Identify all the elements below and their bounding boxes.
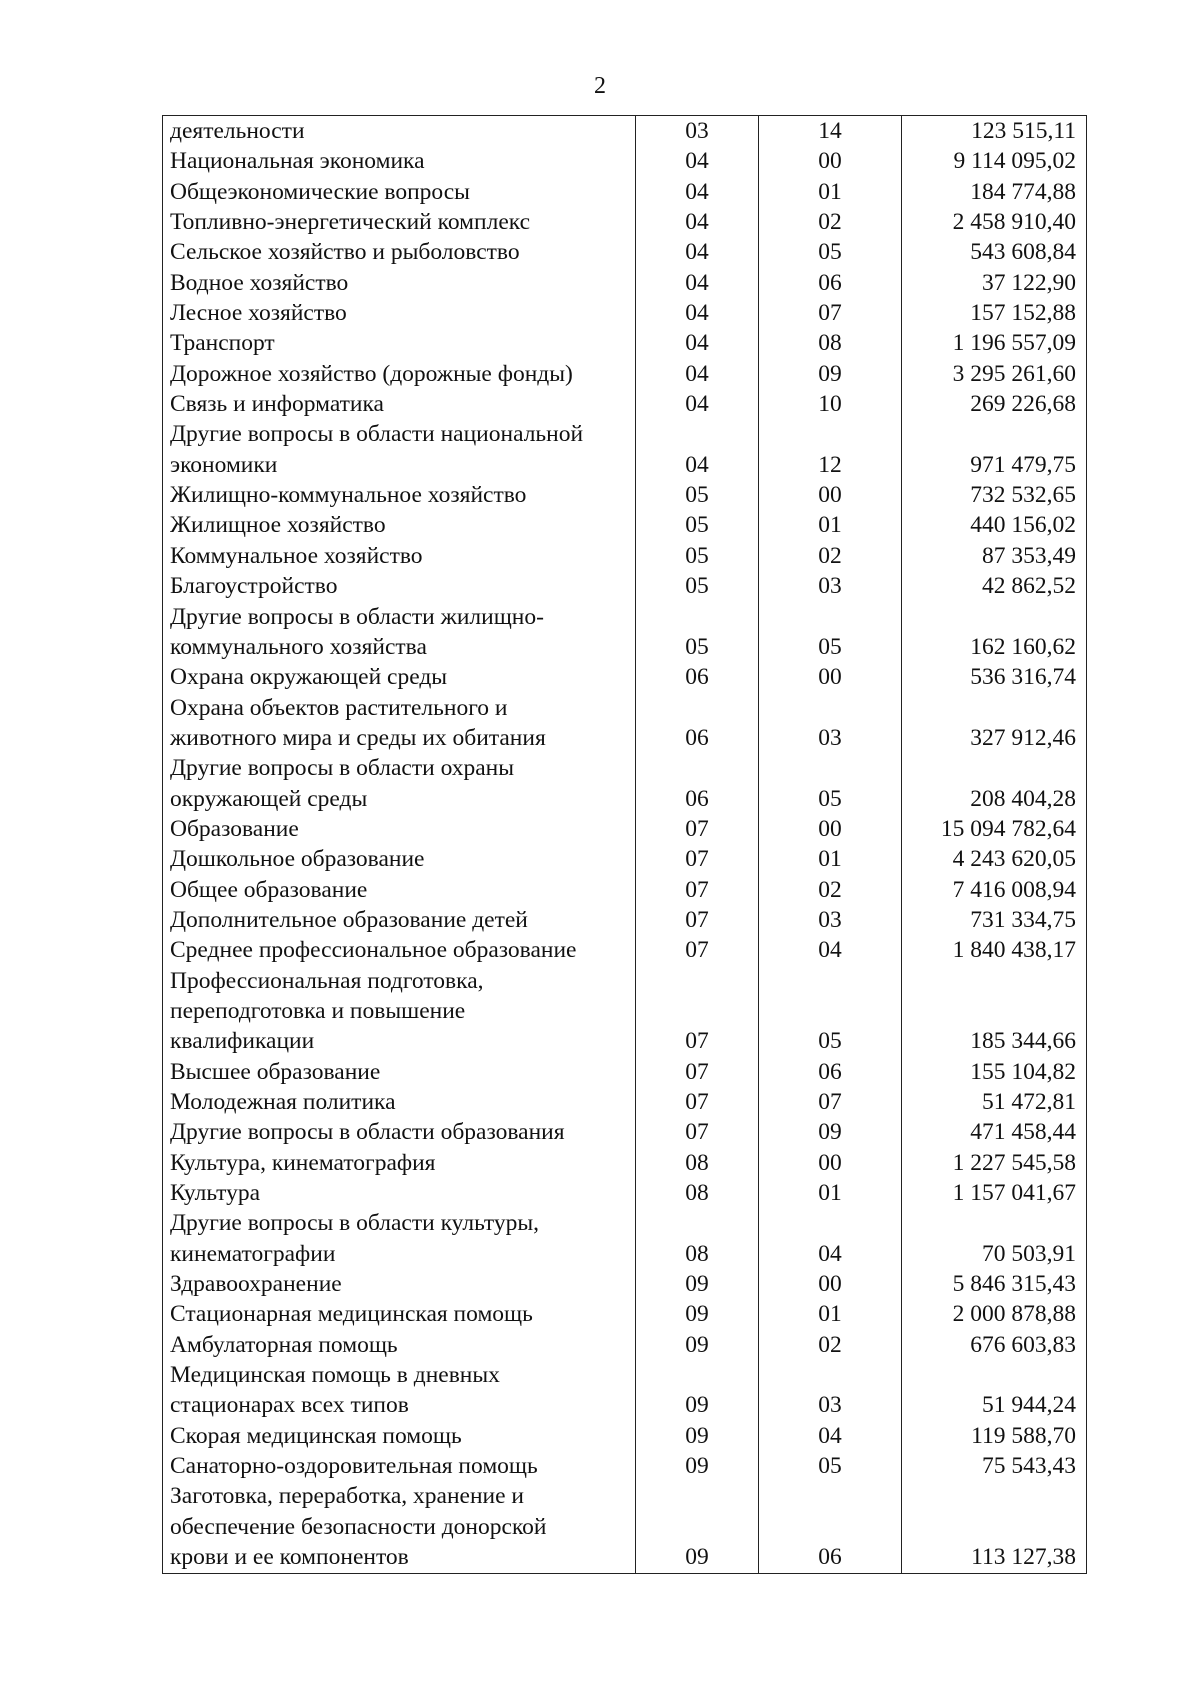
row-amount: 87 353,49 [902, 541, 1087, 571]
row-name: Амбулаторная помощь [163, 1330, 636, 1360]
row-amount: 51 944,24 [902, 1360, 1087, 1421]
row-amount: 1 157 041,67 [902, 1178, 1087, 1208]
row-amount: 2 000 878,88 [902, 1299, 1087, 1329]
row-amount: 269 226,68 [902, 389, 1087, 419]
row-amount: 157 152,88 [902, 298, 1087, 328]
row-amount: 471 458,44 [902, 1117, 1087, 1147]
row-section-code: 08 [636, 1148, 759, 1178]
row-name: Охрана окружающей среды [163, 662, 636, 692]
row-section-code: 04 [636, 298, 759, 328]
row-name: Образование [163, 814, 636, 844]
row-section-code: 07 [636, 935, 759, 965]
row-subsection-code: 08 [759, 328, 902, 358]
row-section-code: 07 [636, 905, 759, 935]
row-name: Молодежная политика [163, 1087, 636, 1117]
row-subsection-code: 06 [759, 1481, 902, 1573]
row-subsection-code: 04 [759, 1208, 902, 1269]
row-name: Другие вопросы в области культуры, кинематографии [163, 1208, 636, 1269]
row-subsection-code: 01 [759, 510, 902, 540]
table-row [163, 1269, 1087, 1299]
table-row [163, 693, 1087, 754]
row-name: Охрана объектов растительного и животного мира и среды их обитания [163, 693, 636, 754]
row-amount: 37 122,90 [902, 268, 1087, 298]
table-row [163, 116, 1087, 147]
row-subsection-code: 01 [759, 844, 902, 874]
row-subsection-code: 04 [759, 935, 902, 965]
row-subsection-code: 03 [759, 905, 902, 935]
row-subsection-code: 14 [759, 116, 902, 147]
table-row [163, 510, 1087, 540]
table-row [163, 1087, 1087, 1117]
row-subsection-code: 00 [759, 814, 902, 844]
row-subsection-code: 06 [759, 1057, 902, 1087]
table-row [163, 1360, 1087, 1421]
row-section-code: 04 [636, 359, 759, 389]
row-section-code: 04 [636, 207, 759, 237]
row-amount: 113 127,38 [902, 1481, 1087, 1573]
row-section-code: 07 [636, 966, 759, 1057]
budget-table [162, 115, 1087, 1574]
row-section-code: 06 [636, 693, 759, 754]
row-section-code: 04 [636, 389, 759, 419]
row-subsection-code: 02 [759, 541, 902, 571]
table-row [163, 1178, 1087, 1208]
row-subsection-code: 01 [759, 1178, 902, 1208]
table-row [163, 389, 1087, 419]
table-row [163, 1299, 1087, 1329]
row-name: Дошкольное образование [163, 844, 636, 874]
table-row [163, 298, 1087, 328]
table-row [163, 1148, 1087, 1178]
row-amount: 123 515,11 [902, 116, 1087, 147]
row-amount: 119 588,70 [902, 1421, 1087, 1451]
row-name: Другие вопросы в области охраны окружающей среды [163, 753, 636, 814]
row-amount: 731 334,75 [902, 905, 1087, 935]
row-subsection-code: 04 [759, 1421, 902, 1451]
row-section-code: 05 [636, 541, 759, 571]
row-amount: 51 472,81 [902, 1087, 1087, 1117]
row-section-code: 04 [636, 237, 759, 267]
row-name: Жилищное хозяйство [163, 510, 636, 540]
row-name: Медицинская помощь в дневных стационарах всех типов [163, 1360, 636, 1421]
row-amount: 732 532,65 [902, 480, 1087, 510]
row-name: Среднее профессиональное образование [163, 935, 636, 965]
row-subsection-code: 05 [759, 966, 902, 1057]
row-name: Дорожное хозяйство (дорожные фонды) [163, 359, 636, 389]
row-section-code: 09 [636, 1481, 759, 1573]
row-subsection-code: 03 [759, 1360, 902, 1421]
row-subsection-code: 02 [759, 207, 902, 237]
table-row [163, 814, 1087, 844]
row-name: Общеэкономические вопросы [163, 177, 636, 207]
row-amount: 70 503,91 [902, 1208, 1087, 1269]
row-amount: 9 114 095,02 [902, 146, 1087, 176]
row-name: Связь и информатика [163, 389, 636, 419]
row-section-code: 07 [636, 875, 759, 905]
row-subsection-code: 09 [759, 359, 902, 389]
row-subsection-code: 00 [759, 1148, 902, 1178]
row-section-code: 08 [636, 1178, 759, 1208]
row-section-code: 04 [636, 328, 759, 358]
table-row [163, 1421, 1087, 1451]
row-amount: 327 912,46 [902, 693, 1087, 754]
table-body [163, 116, 1087, 1574]
row-name: Высшее образование [163, 1057, 636, 1087]
row-amount: 155 104,82 [902, 1057, 1087, 1087]
row-amount: 1 227 545,58 [902, 1148, 1087, 1178]
table-row [163, 571, 1087, 601]
row-subsection-code: 01 [759, 1299, 902, 1329]
table-row [163, 207, 1087, 237]
row-subsection-code: 03 [759, 571, 902, 601]
row-subsection-code: 10 [759, 389, 902, 419]
row-name: Дополнительное образование детей [163, 905, 636, 935]
row-subsection-code: 07 [759, 298, 902, 328]
row-section-code: 09 [636, 1360, 759, 1421]
row-amount: 3 295 261,60 [902, 359, 1087, 389]
row-subsection-code: 07 [759, 1087, 902, 1117]
row-name: Культура [163, 1178, 636, 1208]
row-name: деятельности [163, 116, 636, 147]
row-name: Топливно-энергетический комплекс [163, 207, 636, 237]
row-name: Заготовка, переработка, хранение и обеспечение безопасности донорской крови и ее компонентов [163, 1481, 636, 1573]
table-row [163, 1208, 1087, 1269]
table-row [163, 935, 1087, 965]
table-row [163, 1117, 1087, 1147]
row-name: Жилищно-коммунальное хозяйство [163, 480, 636, 510]
row-section-code: 05 [636, 602, 759, 663]
row-section-code: 08 [636, 1208, 759, 1269]
table-row [163, 1451, 1087, 1481]
row-name: Другие вопросы в области жилищно- коммунального хозяйства [163, 602, 636, 663]
row-name: Лесное хозяйство [163, 298, 636, 328]
row-amount: 42 862,52 [902, 571, 1087, 601]
row-subsection-code: 12 [759, 419, 902, 480]
row-section-code: 03 [636, 116, 759, 147]
row-name: Стационарная медицинская помощь [163, 1299, 636, 1329]
row-subsection-code: 00 [759, 480, 902, 510]
row-amount: 543 608,84 [902, 237, 1087, 267]
row-amount: 7 416 008,94 [902, 875, 1087, 905]
row-section-code: 04 [636, 419, 759, 480]
row-section-code: 05 [636, 571, 759, 601]
table-row [163, 662, 1087, 692]
table-row [163, 602, 1087, 663]
row-name: Национальная экономика [163, 146, 636, 176]
row-subsection-code: 05 [759, 237, 902, 267]
row-amount: 15 094 782,64 [902, 814, 1087, 844]
row-amount: 1 840 438,17 [902, 935, 1087, 965]
table-row [163, 359, 1087, 389]
row-section-code: 04 [636, 177, 759, 207]
table-row [163, 419, 1087, 480]
row-section-code: 05 [636, 510, 759, 540]
row-section-code: 05 [636, 480, 759, 510]
row-amount: 536 316,74 [902, 662, 1087, 692]
row-amount: 2 458 910,40 [902, 207, 1087, 237]
row-name: Санаторно-оздоровительная помощь [163, 1451, 636, 1481]
row-name: Транспорт [163, 328, 636, 358]
row-amount: 162 160,62 [902, 602, 1087, 663]
row-name: Здравоохранение [163, 1269, 636, 1299]
row-amount: 75 543,43 [902, 1451, 1087, 1481]
row-subsection-code: 03 [759, 693, 902, 754]
row-amount: 5 846 315,43 [902, 1269, 1087, 1299]
row-subsection-code: 09 [759, 1117, 902, 1147]
row-name: Другие вопросы в области образования [163, 1117, 636, 1147]
row-section-code: 07 [636, 1117, 759, 1147]
row-name: Общее образование [163, 875, 636, 905]
row-subsection-code: 02 [759, 1330, 902, 1360]
table-row [163, 541, 1087, 571]
table-row [163, 237, 1087, 267]
table-row [163, 844, 1087, 874]
table-row [163, 753, 1087, 814]
row-section-code: 06 [636, 662, 759, 692]
table-row [163, 1330, 1087, 1360]
row-subsection-code: 05 [759, 753, 902, 814]
row-subsection-code: 00 [759, 1269, 902, 1299]
table-row [163, 177, 1087, 207]
row-name: Другие вопросы в области национальной экономики [163, 419, 636, 480]
row-subsection-code: 00 [759, 146, 902, 176]
row-amount: 676 603,83 [902, 1330, 1087, 1360]
page-number: 2 [594, 73, 606, 99]
row-name: Благоустройство [163, 571, 636, 601]
row-section-code: 04 [636, 268, 759, 298]
row-subsection-code: 05 [759, 1451, 902, 1481]
row-amount: 1 196 557,09 [902, 328, 1087, 358]
table-row [163, 966, 1087, 1057]
row-section-code: 07 [636, 844, 759, 874]
table-row [163, 1057, 1087, 1087]
row-section-code: 07 [636, 1057, 759, 1087]
row-section-code: 09 [636, 1451, 759, 1481]
row-subsection-code: 01 [759, 177, 902, 207]
row-section-code: 07 [636, 1087, 759, 1117]
row-name: Коммунальное хозяйство [163, 541, 636, 571]
table-row [163, 146, 1087, 176]
row-name: Сельское хозяйство и рыболовство [163, 237, 636, 267]
row-section-code: 09 [636, 1421, 759, 1451]
row-amount: 4 243 620,05 [902, 844, 1087, 874]
row-subsection-code: 00 [759, 662, 902, 692]
row-name: Профессиональная подготовка, переподготовка и повышение квалификации [163, 966, 636, 1057]
row-section-code: 09 [636, 1330, 759, 1360]
row-subsection-code: 06 [759, 268, 902, 298]
table-row [163, 480, 1087, 510]
row-name: Водное хозяйство [163, 268, 636, 298]
row-name: Скорая медицинская помощь [163, 1421, 636, 1451]
table-row [163, 1481, 1087, 1573]
row-subsection-code: 02 [759, 875, 902, 905]
table-row [163, 268, 1087, 298]
row-section-code: 09 [636, 1299, 759, 1329]
row-section-code: 06 [636, 753, 759, 814]
row-amount: 971 479,75 [902, 419, 1087, 480]
table-row [163, 328, 1087, 358]
row-section-code: 04 [636, 146, 759, 176]
row-section-code: 07 [636, 814, 759, 844]
row-subsection-code: 05 [759, 602, 902, 663]
table-row [163, 875, 1087, 905]
row-amount: 440 156,02 [902, 510, 1087, 540]
row-amount: 185 344,66 [902, 966, 1087, 1057]
table-row [163, 905, 1087, 935]
row-amount: 208 404,28 [902, 753, 1087, 814]
row-section-code: 09 [636, 1269, 759, 1299]
row-amount: 184 774,88 [902, 177, 1087, 207]
row-name: Культура, кинематография [163, 1148, 636, 1178]
